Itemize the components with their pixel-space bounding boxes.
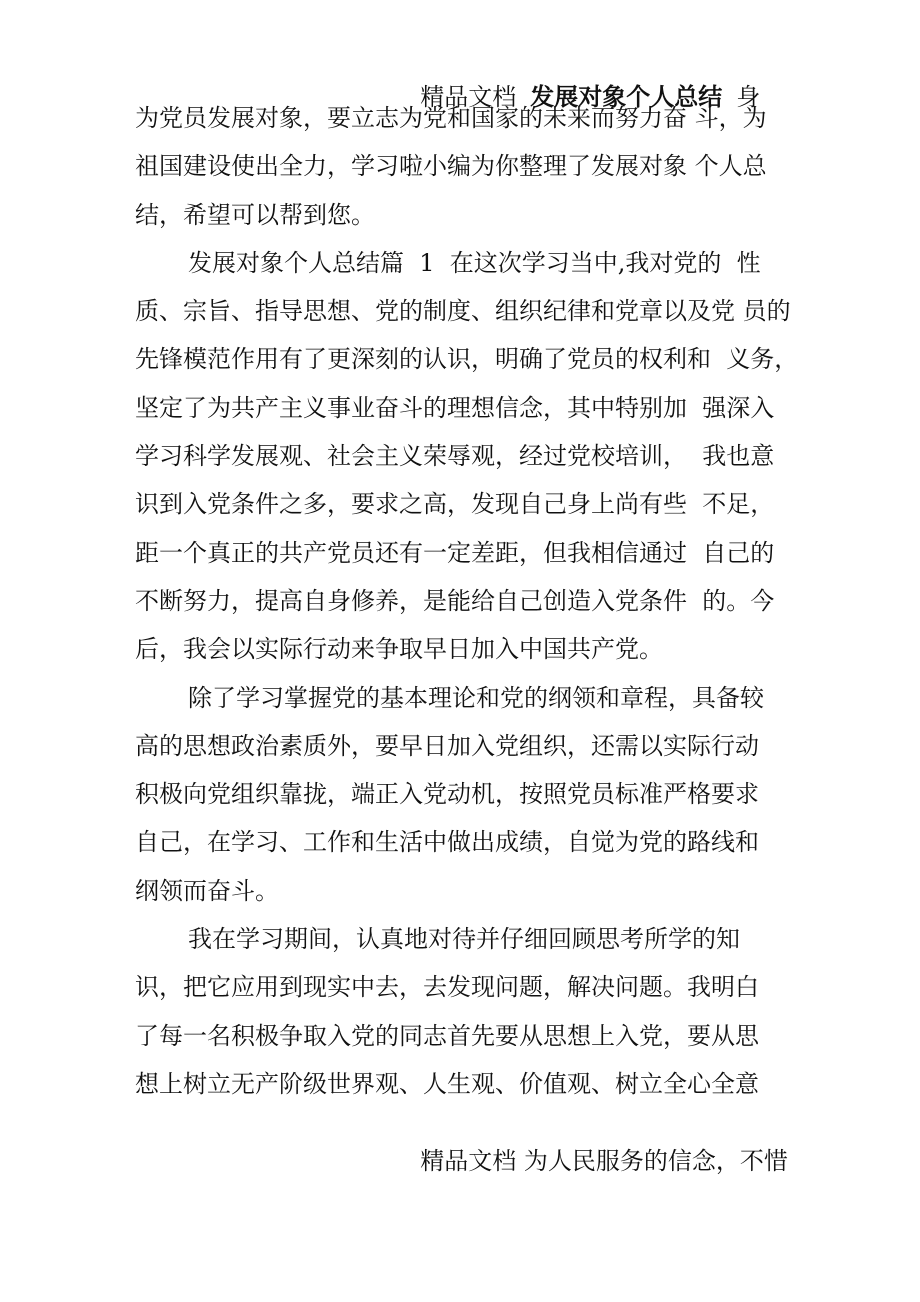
document-title: 发展对象个人总结	[530, 83, 723, 111]
text-line: 祖国建设使出全力，学习啦小编为你整理了发展对象 个人总	[135, 152, 767, 181]
page-footer	[405, 1110, 788, 1178]
text-line: 自己，在学习、工作和生活中做出成绩，自觉为党的路线和	[135, 828, 759, 857]
text-line: 识，把它应用到现实中去，去发现问题，解决问题。我明白	[135, 973, 759, 1002]
text-line: 了每一名积极争取入党的同志首先要从思想上入党，要从思	[135, 1021, 759, 1050]
text-line: 识到入党条件之多，要求之高，发现自己身上尚有些 不足，	[135, 490, 775, 519]
document-body	[135, 94, 805, 1108]
footer-text: 为人民服务的信念，不惜	[523, 1147, 788, 1175]
text-line: 不断努力，提高自身修养，是能给自己创造入党条件 的。今	[135, 586, 775, 615]
text-line: 除了学习掌握党的基本理论和党的纲领和章程，具备较	[188, 683, 764, 712]
header-tail-text: 身	[736, 83, 761, 111]
text-line: 后，我会以实际行动来争取早日加入中国共产党。	[135, 635, 663, 664]
text-line: 距一个真正的共产党员还有一定差距，但我相信通过 自己的	[135, 538, 775, 567]
text-line: 为党员发展对象，要立志为党和国家的未来而努力奋 斗，为	[135, 104, 767, 132]
text-line: 学习科学发展观、社会主义荣辱观，经过党校培训， 我也意	[135, 442, 775, 471]
text-line: 质、宗旨、指导思想、党的制度、组织纪律和党章以及党 员的	[135, 297, 791, 326]
text-line: 纲领而奋斗。	[135, 876, 279, 905]
text-line: 坚定了为共产主义事业奋斗的理想信念，其中特别加 强深入	[135, 393, 775, 422]
text-line: 发展对象个人总结篇 1 在这次学习当中,我对党的 性	[188, 248, 761, 277]
text-line: 高的思想政治素质外，要早日加入党组织，还需以实际行动	[135, 731, 759, 760]
text-line: 结，希望可以帮到您。	[135, 200, 375, 229]
header-label: 精品文档	[420, 83, 517, 111]
text-line: 先锋模范作用有了更深刻的认识，明确了党员的权利和 义务，	[135, 345, 799, 374]
text-line: 我在学习期间，认真地对待并仔细回顾思考所学的知	[188, 925, 740, 954]
footer-label: 精品文档	[420, 1147, 517, 1175]
text-line: 想上树立无产阶级世界观、人生观、价值观、树立全心全意	[135, 1069, 759, 1098]
text-line: 积极向党组织靠拢，端正入党动机，按照党员标准严格要求	[135, 780, 759, 809]
